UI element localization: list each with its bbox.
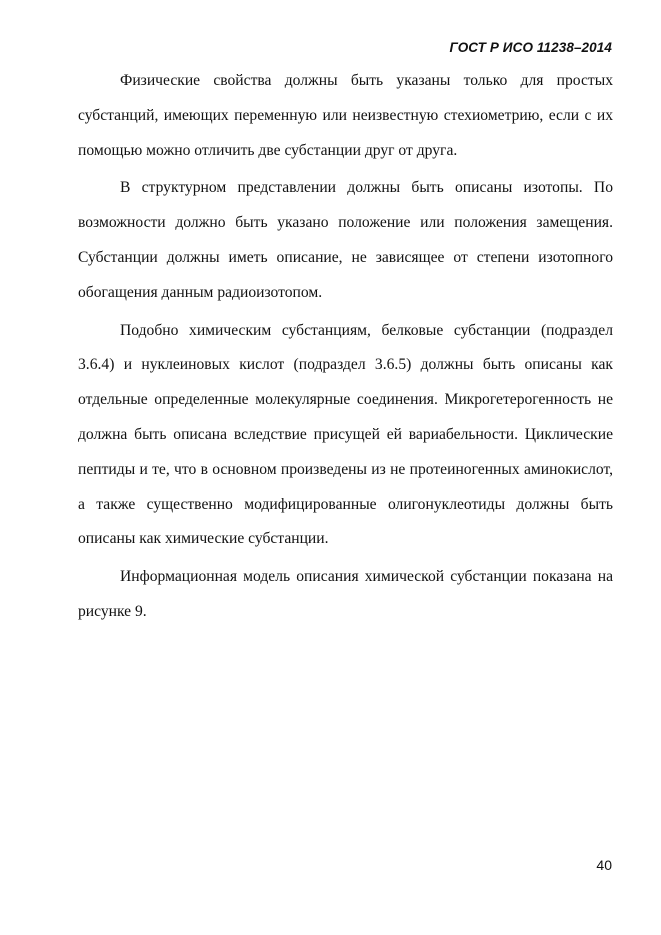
text-line: Физические свойства должны быть указаны только для простых xyxy=(120,72,613,89)
text-line: возможности должно быть указано положение или положения замещения. xyxy=(78,214,613,232)
text-line: рисунке 9. xyxy=(78,602,147,620)
text-line: 3.6.4) и нуклеиновых кислот (подраздел 3.6.5) должны быть описаны как xyxy=(78,356,613,374)
text-line: отдельные определенные молекулярные соединения. Микрогетерогенность не xyxy=(78,391,613,409)
text-line: а также существенно модифицированные олигонуклеотиды должны быть xyxy=(78,495,613,513)
paragraph xyxy=(78,64,613,168)
text-line: описаны как химические субстанции. xyxy=(78,530,329,548)
paragraph xyxy=(78,171,613,310)
text-line: обогащения данным радиоизотопом. xyxy=(78,283,323,301)
text-line: В структурном представлении должны быть описаны изотопы. По xyxy=(120,179,613,197)
text-line: Информационная модель описания химической субстанции показана на xyxy=(120,568,613,586)
paragraph xyxy=(78,560,613,630)
text-line: Подобно химическим субстанциям, белковые субстанции (подраздел xyxy=(120,321,613,339)
body-text xyxy=(78,64,613,633)
text-line: пептиды и те, что в основном произведены из не протеиногенных аминокислот, xyxy=(78,460,613,478)
text-line: субстанций, имеющих переменную или неизвестную стехиометрию, если с их xyxy=(78,106,613,124)
text-line: должна быть описана вследствие присущей ей вариабельности. Циклические xyxy=(78,425,613,443)
text-line: помощью можно отличить две субстанции друг от друга. xyxy=(78,141,458,159)
paragraph xyxy=(78,314,613,558)
page-number: 40 xyxy=(596,857,612,873)
standard-header: ГОСТ Р ИСО 11238–2014 xyxy=(449,40,612,55)
text-line: Субстанции должны иметь описание, не зависящее от степени изотопного xyxy=(78,248,613,266)
